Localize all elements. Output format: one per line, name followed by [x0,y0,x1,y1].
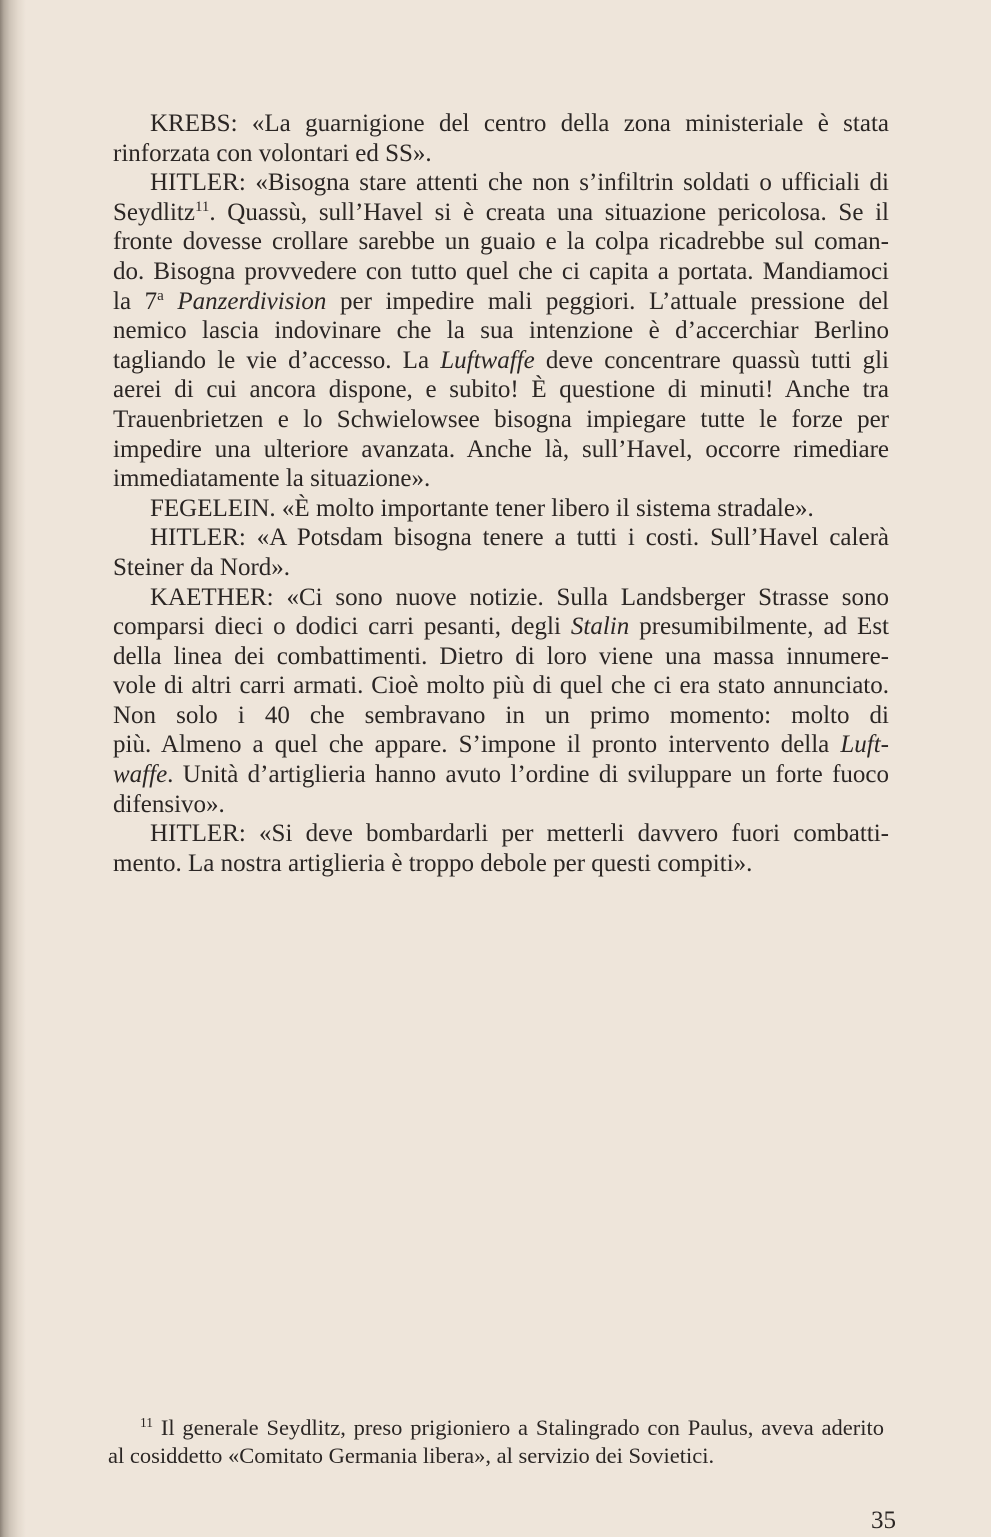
text-run: comparsi dieci o dodici carri pesanti, degli [113,613,571,641]
text-run: nemico lascia indovinare che la sua intenzione è d’accerchiar Berlino [113,317,889,345]
text-run: Trauenbrietzen e lo Schwielowsee bisogna impiegare tutte le forze per [113,405,889,433]
text-run: tagliando le vie d’accesso. La [113,346,441,374]
footnote-paragraph [108,1414,884,1470]
binding-shadow [0,0,26,1537]
superscript: 11 [140,1414,153,1430]
text-run: difensivo». [113,790,225,818]
text-run: HITLER: «Si deve bombardarli per metterli davvero fuori combatti- [150,820,889,848]
text-run: vole di altri carri armati. Cioè molto più di quel che ci era stato annunciato. [113,672,889,700]
text-line [113,198,889,228]
text-line [113,730,889,760]
text-line [113,612,889,642]
text-run: Non solo i 40 che sembravano in un primo momento: molto di [113,701,889,729]
text-run: . Unità d’artiglieria hanno avuto l’ordine di sviluppare un forte fuoco [167,761,889,789]
text-run: FEGELEIN. «È molto importante tener libero il sistema stradale». [150,494,814,522]
text-line [108,1414,884,1442]
paragraph [113,494,889,524]
footnote [108,1414,884,1470]
italic-text: waffe [113,761,168,789]
text-line [108,1442,884,1470]
text-line [113,583,889,613]
text-line [113,553,889,583]
text-line [113,494,889,524]
text-line [113,435,889,465]
text-line [113,671,889,701]
text-line [113,168,889,198]
text-run: . Quassù, sull’Havel si è creata una situazione pericolosa. Se il [209,198,889,226]
text-run: fronte dovesse crollare sarebbe un guaio e la colpa ricadrebbe sul coman- [113,228,889,256]
paragraph [113,819,889,878]
text-line [113,227,889,257]
text-line [113,701,889,731]
italic-text: Panzerdivision [163,287,327,315]
text-run: deve concentrare quassù tutti gli [534,346,889,374]
paragraph [113,168,889,494]
text-line [113,642,889,672]
paragraph [113,109,889,168]
text-line [113,790,889,820]
text-run: HITLER: «Bisogna stare attenti che non s’infiltrin soldati o ufficiali di [150,169,889,197]
text-line [113,375,889,405]
text-line [113,139,889,169]
text-line [113,346,889,376]
paragraph [113,523,889,582]
text-line [113,849,889,879]
text-run: KAETHER: «Ci sono nuove notizie. Sulla Landsberger Strasse sono [150,583,889,611]
text-run: per impedire mali peggiori. L’attuale pressione del [326,287,889,315]
text-run: più. Almeno a quel che appare. S’impone il pronto intervento della [113,731,841,759]
text-run: HITLER: «A Potsdam bisogna tenere a tutti i costi. Sull’Havel calerà [150,524,889,552]
text-run: immediatamente la situazione». [113,465,431,493]
text-line [113,760,889,790]
text-run: al cosiddetto «Comitato Germania libera», al servizio dei Sovietici. [108,1443,715,1468]
page-number: 35 [871,1507,896,1534]
text-line [113,316,889,346]
text-run: della linea dei combattimenti. Dietro di loro viene una massa innumere- [113,642,889,670]
text-run: mento. La nostra artiglieria è troppo debole per questi compiti». [113,849,753,877]
italic-text: Stalin [570,613,630,641]
superscript: a [157,287,164,304]
main-text [113,109,889,878]
text-run: aerei di cui ancora dispone, e subito! È questione di minuti! Anche tra [113,376,889,404]
text-line [113,287,889,317]
text-run: la 7 [113,287,158,315]
text-run: Steiner da Nord». [113,553,291,581]
superscript: 11 [194,198,210,215]
paragraph [113,583,889,820]
text-line [113,523,889,553]
text-run: Il generale Seydlitz, preso prigioniero a Stalingrado con Paulus, aveva aderito [153,1415,884,1440]
text-run: presumibilmente, ad Est [629,613,889,641]
text-run: rinforzata con volontari ed SS». [113,139,432,167]
text-run: Seydlitz [113,198,195,226]
text-line [113,819,889,849]
italic-text: Luft- [840,731,889,759]
italic-text: Luftwaffe [440,346,535,374]
text-line [113,257,889,287]
text-line [113,109,889,139]
text-run: impedire una ulteriore avanzata. Anche là, sull’Havel, occorre rimediare [113,435,889,463]
text-line [113,464,889,494]
text-run: KREBS: «La guarnigione del centro della zona ministeriale è stata [150,110,889,137]
text-line [113,405,889,435]
text-run: do. Bisogna provvedere con tutto quel che ci capita a portata. Mandiamoci [113,257,889,285]
